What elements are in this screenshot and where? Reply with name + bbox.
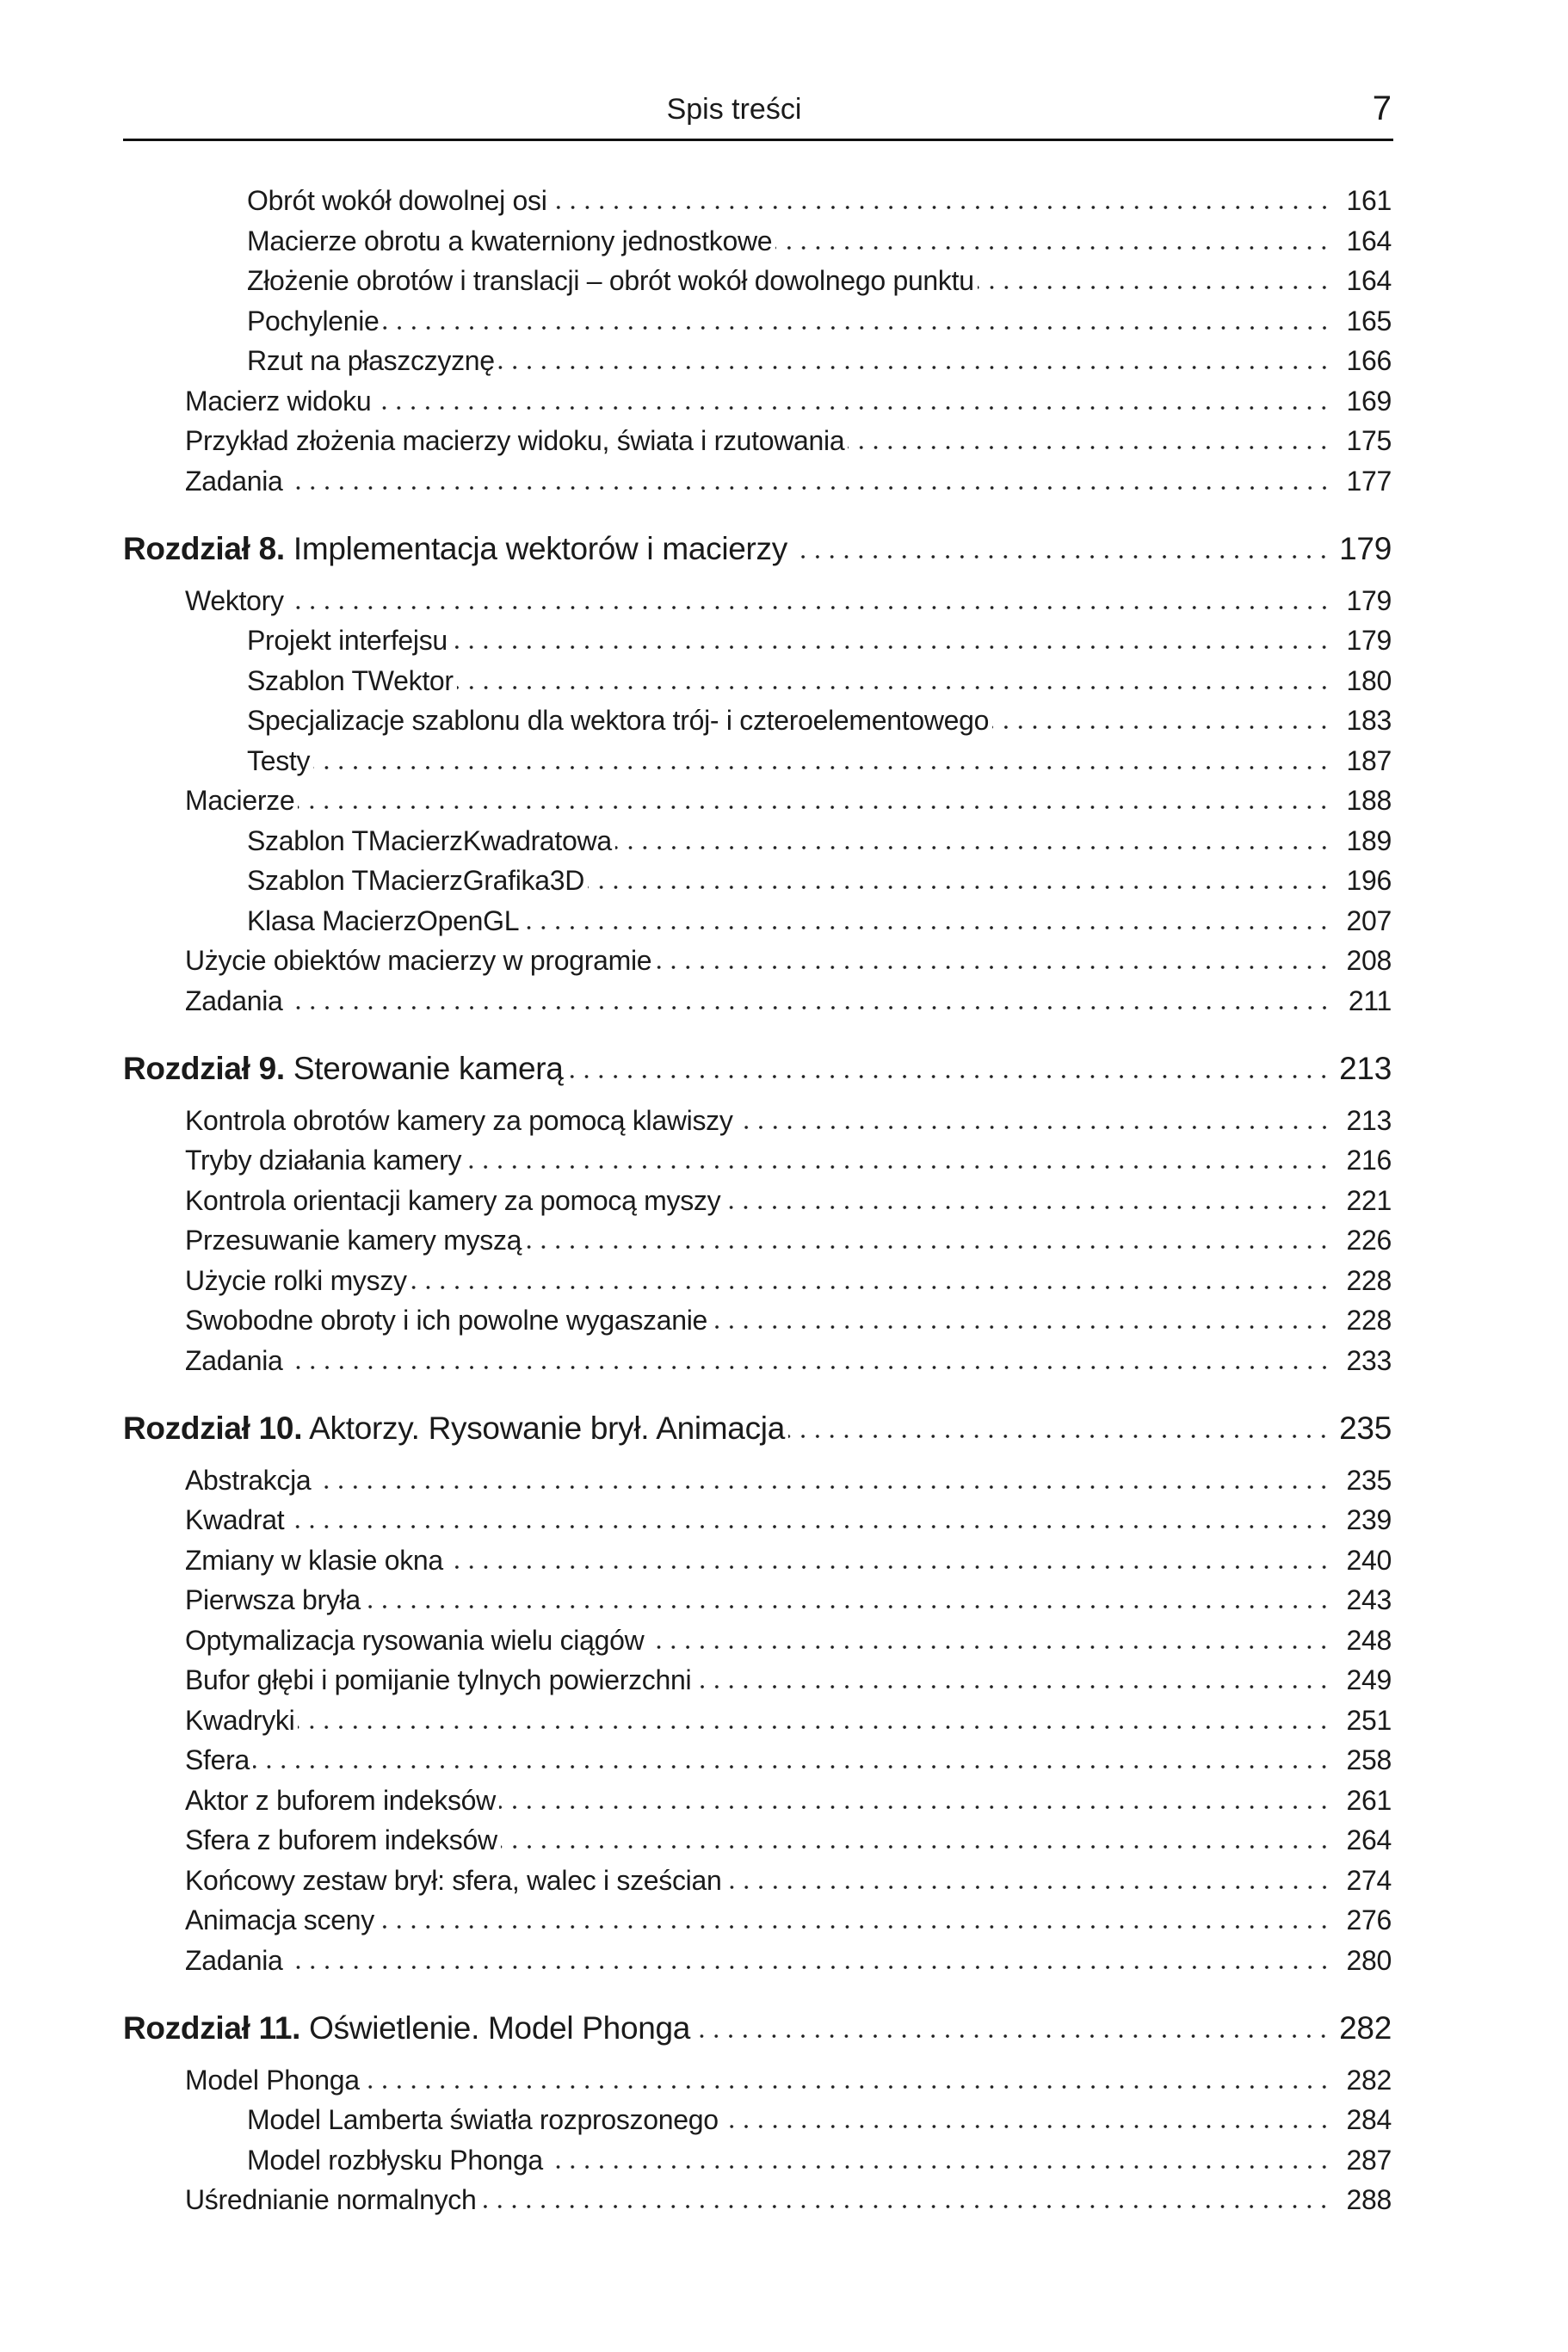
toc-entry-title: Aktor z buforem indeksów — [185, 1784, 496, 1816]
dot-leader — [655, 965, 1331, 970]
dot-leader — [287, 1524, 1331, 1529]
toc-entry — [123, 581, 1392, 621]
dot-leader — [314, 1485, 1331, 1490]
toc-page-number: 284 — [1346, 2104, 1392, 2135]
toc-entry-title: Zadania — [185, 465, 283, 497]
toc-entry-label — [185, 1660, 691, 1701]
chapter-number: Rozdział 8. — [123, 531, 285, 566]
toc-page-number: 169 — [1346, 385, 1392, 417]
toc-entry-label — [185, 1941, 283, 1981]
header-rule — [123, 139, 1393, 141]
toc-entry — [123, 781, 1392, 821]
dot-leader — [694, 2034, 1330, 2039]
toc-chapter-entry — [123, 528, 1392, 571]
toc-entry — [123, 1701, 1392, 1741]
dot-leader — [992, 725, 1331, 730]
toc-entry-label — [247, 821, 612, 861]
toc-entry-label — [123, 1047, 564, 1090]
toc-entry-label — [185, 1781, 496, 1821]
toc-entry-title: Bufor głębi i pomijanie tylnych powierzchni — [185, 1664, 692, 1695]
toc-page-number: 166 — [1346, 345, 1392, 376]
toc-entry-title: Zadania — [185, 1344, 283, 1376]
toc-entry-label — [247, 661, 454, 701]
toc-entry-title: Szablon TMacierzGrafika3D — [247, 865, 585, 896]
toc-page-number: 161 — [1346, 185, 1392, 216]
toc-entry-title: Sfera z buforem indeksów — [185, 1824, 497, 1855]
toc-page-number: 235 — [1339, 1411, 1392, 1446]
page-number: 7 — [1372, 90, 1392, 127]
toc-entry — [123, 941, 1392, 981]
toc-entry — [123, 1500, 1392, 1540]
dot-leader — [737, 1125, 1331, 1130]
toc-entry-title: Przykład złożenia macierzy widoku, świata i rzutowania — [185, 425, 845, 456]
chapter-number: Rozdział 11. — [123, 2010, 301, 2046]
toc-entry — [123, 821, 1392, 861]
toc-entry-label — [185, 1620, 644, 1661]
toc-page-number: 177 — [1346, 465, 1392, 497]
toc-entry — [123, 381, 1392, 422]
toc-entry — [123, 1941, 1392, 1981]
dot-leader — [788, 1434, 1330, 1439]
toc-entry — [123, 741, 1392, 781]
dot-leader — [479, 2204, 1331, 2209]
toc-page-number: 187 — [1346, 744, 1392, 776]
toc-page-number: 211 — [1348, 985, 1392, 1016]
toc-chapter-entry — [123, 2007, 1392, 2050]
toc-entry-title: Implementacja wektorów i macierzy — [293, 531, 787, 566]
dot-leader — [711, 1324, 1331, 1330]
toc-entry-title: Oświetlenie. Model Phonga — [309, 2010, 691, 2046]
toc-entry-title: Wektory — [185, 584, 284, 616]
toc-entry — [123, 261, 1392, 301]
toc-page-number: 196 — [1346, 865, 1392, 896]
toc-entry-title: Użycie obiektów macierzy w programie — [185, 945, 652, 976]
toc-entry — [123, 1781, 1392, 1821]
toc-entry-label — [185, 461, 283, 502]
toc-page-number: 228 — [1346, 1264, 1392, 1296]
toc-entry-label — [185, 381, 371, 422]
toc-entry-label — [247, 2140, 543, 2181]
toc-entry-title: Abstrakcja — [185, 1464, 312, 1496]
toc-entry-label — [185, 1341, 283, 1381]
toc-page-number: 207 — [1346, 904, 1392, 936]
toc-entry-label — [185, 421, 844, 461]
toc-page-number: 179 — [1346, 625, 1392, 656]
toc-entry-title: Zadania — [185, 985, 283, 1016]
toc-page-number: 216 — [1346, 1145, 1392, 1176]
toc-entry-title: Uśrednianie normalnych — [185, 2184, 477, 2215]
dot-leader — [615, 845, 1331, 850]
dot-leader — [378, 1924, 1331, 1929]
toc-entry-title: Złożenie obrotów i translacji – obrót wokół dowolnego punktu — [247, 265, 974, 296]
toc-entry-title: Kontrola orientacji kamery za pomocą myszy — [185, 1184, 721, 1216]
toc-page-number: 261 — [1346, 1784, 1392, 1816]
dot-leader — [694, 1684, 1331, 1689]
toc-entry-title: Optymalizacja rysowania wielu ciągów — [185, 1624, 645, 1656]
toc-page-number: 248 — [1346, 1624, 1392, 1656]
toc-entry-label — [123, 2007, 690, 2050]
dot-leader — [383, 325, 1331, 330]
toc-entry-title: Zadania — [185, 1944, 283, 1976]
toc-page-number: 221 — [1346, 1184, 1392, 1216]
toc-entry-title: Kontrola obrotów kamery za pomocą klawiszy — [185, 1104, 733, 1136]
toc-entry-title: Testy — [247, 744, 311, 776]
toc-page-number: 258 — [1346, 1744, 1392, 1775]
toc-page-number: 282 — [1339, 2010, 1392, 2046]
toc-entry — [123, 1900, 1392, 1941]
toc-entry — [123, 1101, 1392, 1141]
toc-entry-label — [185, 1140, 461, 1181]
dot-leader — [287, 1965, 1331, 1970]
toc-entry — [123, 181, 1392, 221]
toc-entry-title: Końcowy zestaw brył: sfera, walec i sześcian — [185, 1864, 722, 1896]
dot-leader — [775, 245, 1331, 250]
dot-leader — [791, 554, 1330, 559]
toc-page-number: 188 — [1346, 785, 1392, 816]
toc-entry-label — [185, 1580, 361, 1620]
toc-entry-title: Model Phonga — [185, 2064, 360, 2096]
toc-entry-title: Kwadrat — [185, 1504, 285, 1535]
dot-leader — [287, 605, 1331, 610]
toc-page-number: 208 — [1346, 945, 1392, 976]
dot-leader — [298, 1725, 1331, 1730]
toc-entry-label — [247, 620, 448, 661]
toc-entry — [123, 1820, 1392, 1861]
toc-entry-title: Model rozbłysku Phonga — [247, 2144, 543, 2176]
toc-entry-label — [185, 1181, 720, 1221]
toc-entry-title: Animacja sceny — [185, 1904, 374, 1935]
toc-entry-label — [185, 941, 651, 981]
toc-entry-title: Tryby działania kamery — [185, 1145, 462, 1176]
toc-entry-title: Aktorzy. Rysowanie brył. Animacja — [309, 1411, 785, 1446]
toc-page-number: 233 — [1346, 1344, 1392, 1376]
toc-entry-title: Projekt interfejsu — [247, 625, 448, 656]
toc-entry-label — [185, 1460, 311, 1501]
toc-entry — [123, 861, 1392, 901]
dot-leader — [848, 445, 1331, 450]
toc-page-number: 239 — [1346, 1504, 1392, 1535]
toc-entry — [123, 1261, 1392, 1301]
toc-entry-label — [185, 1261, 407, 1301]
toc-entry-label — [185, 1861, 722, 1901]
dot-leader — [253, 1764, 1331, 1769]
toc-page-number: 213 — [1346, 1104, 1392, 1136]
toc-page-number: 175 — [1346, 425, 1392, 456]
toc-entry-title: Rzut na płaszczyznę — [247, 345, 495, 376]
toc-entry-label — [247, 261, 974, 301]
toc-entry-label — [123, 528, 787, 571]
toc-entry-label — [185, 1500, 284, 1540]
dot-leader — [725, 1885, 1332, 1890]
toc-page-number: 251 — [1346, 1704, 1392, 1736]
toc-page-number: 228 — [1346, 1305, 1392, 1336]
toc-entry-label — [185, 1220, 522, 1261]
dot-leader — [499, 1805, 1331, 1810]
toc-entry — [123, 1740, 1392, 1781]
toc-entry-title: Model Lamberta światła rozproszonego — [247, 2104, 719, 2135]
toc-page-number: 164 — [1346, 265, 1392, 296]
toc-entry-label — [185, 1701, 294, 1741]
toc-page-number: 180 — [1346, 664, 1392, 696]
toc-entry — [123, 1181, 1392, 1221]
toc-page-number: 288 — [1346, 2184, 1392, 2215]
toc-entry-label — [185, 1820, 497, 1861]
toc-entry-title: Pierwsza bryła — [185, 1584, 361, 1615]
toc-entry — [123, 421, 1392, 461]
chapter-number: Rozdział 9. — [123, 1051, 285, 1086]
dot-leader — [287, 485, 1331, 491]
toc-entry — [123, 1220, 1392, 1261]
toc-entry — [123, 1140, 1392, 1181]
toc-entry-title: Macierze obrotu a kwaterniony jednostkowe — [247, 225, 773, 256]
toc-entry-title: Pochylenie — [247, 305, 380, 336]
dot-leader — [551, 205, 1331, 210]
toc-page-number: 235 — [1346, 1464, 1392, 1496]
dot-leader — [298, 805, 1331, 810]
toc-entry-title: Zmiany w klasie okna — [185, 1544, 443, 1576]
chapter-number: Rozdział 10. — [123, 1411, 303, 1446]
toc-page-number: 183 — [1346, 705, 1392, 736]
toc-entry-label — [247, 861, 584, 901]
toc-entry-label — [247, 341, 495, 381]
toc-entry — [123, 981, 1392, 1022]
toc-page-number: 280 — [1346, 1944, 1392, 1976]
toc-entry — [123, 2140, 1392, 2181]
toc-chapter-entry — [123, 1047, 1392, 1090]
toc-entry-label — [247, 221, 772, 262]
toc-entry — [123, 2180, 1392, 2220]
dot-leader — [567, 1074, 1331, 1079]
toc-entry-title: Przesuwanie kamery myszą — [185, 1225, 522, 1256]
toc-entry-label — [247, 181, 547, 221]
toc-entry — [123, 221, 1392, 262]
toc-entry-title: Obrót wokół dowolnej osi — [247, 185, 547, 216]
toc-entry-title: Szablon TMacierzKwadratowa — [247, 824, 612, 856]
toc-entry-label — [185, 1540, 443, 1581]
table-of-contents — [123, 181, 1392, 2220]
toc-entry-label — [185, 1101, 733, 1141]
dot-leader — [647, 1645, 1331, 1650]
toc-entry-title: Klasa MacierzOpenGL — [247, 904, 520, 936]
toc-entry-label — [185, 1300, 707, 1341]
toc-entry-label — [185, 2060, 360, 2101]
toc-entry-label — [247, 2100, 719, 2140]
toc-page-number: 226 — [1346, 1225, 1392, 1256]
toc-entry-title: Macierz widoku — [185, 385, 372, 417]
toc-entry — [123, 341, 1392, 381]
toc-entry — [123, 301, 1392, 342]
toc-page-number: 164 — [1346, 225, 1392, 256]
toc-entry — [123, 2100, 1392, 2140]
toc-page-number: 213 — [1339, 1051, 1392, 1086]
toc-chapter-entry — [123, 1407, 1392, 1450]
dot-leader — [588, 885, 1331, 890]
toc-entry — [123, 1620, 1392, 1661]
dot-leader — [501, 1844, 1331, 1849]
dot-leader — [313, 765, 1331, 770]
toc-entry — [123, 461, 1392, 502]
toc-entry-label — [185, 2180, 476, 2220]
toc-entry — [123, 1460, 1392, 1501]
toc-entry — [123, 661, 1392, 701]
dot-leader — [411, 1285, 1331, 1290]
toc-entry-label — [247, 701, 989, 741]
toc-entry-title: Specjalizacje szablonu dla wektora trój- i czteroelementowego — [247, 705, 990, 736]
toc-page-number: 282 — [1346, 2064, 1392, 2096]
dot-leader — [522, 925, 1331, 930]
dot-leader — [374, 405, 1331, 411]
dot-leader — [457, 685, 1331, 690]
dot-leader — [287, 1365, 1331, 1370]
toc-entry-title: Szablon TWektor — [247, 664, 454, 696]
toc-page-number: 287 — [1346, 2144, 1392, 2176]
dot-leader — [525, 1244, 1331, 1250]
toc-entry-title: Sfera — [185, 1744, 250, 1775]
dot-leader — [978, 285, 1331, 290]
toc-entry — [123, 1861, 1392, 1901]
toc-entry — [123, 2060, 1392, 2101]
toc-entry-label — [247, 301, 380, 342]
dot-leader — [363, 2084, 1331, 2090]
toc-entry-title: Sterowanie kamerą — [293, 1051, 564, 1086]
dot-leader — [447, 1565, 1331, 1570]
dot-leader — [724, 1205, 1331, 1210]
dot-leader — [546, 2164, 1331, 2170]
toc-entry-title: Macierze — [185, 785, 295, 816]
toc-page-number: 274 — [1346, 1864, 1392, 1896]
toc-entry-label — [185, 981, 283, 1022]
running-header-title: Spis treści — [666, 93, 802, 126]
toc-page-number: 165 — [1346, 305, 1392, 336]
dot-leader — [287, 1005, 1331, 1010]
toc-entry-label — [123, 1407, 785, 1450]
toc-page-number: 179 — [1346, 584, 1392, 616]
toc-entry — [123, 620, 1392, 661]
toc-page-number: 264 — [1346, 1824, 1392, 1855]
toc-page-number: 243 — [1346, 1584, 1392, 1615]
toc-entry-title: Kwadryki — [185, 1704, 295, 1736]
dot-leader — [451, 645, 1331, 650]
toc-entry — [123, 1341, 1392, 1381]
toc-entry — [123, 1300, 1392, 1341]
dot-leader — [465, 1164, 1331, 1170]
toc-entry-label — [185, 1900, 374, 1941]
toc-page-number: 276 — [1346, 1904, 1392, 1935]
toc-page-number: 240 — [1346, 1544, 1392, 1576]
dot-leader — [364, 1604, 1331, 1609]
toc-entry-label — [185, 1740, 250, 1781]
toc-page-number: 179 — [1339, 531, 1392, 566]
toc-entry — [123, 901, 1392, 941]
toc-entry-title: Swobodne obroty i ich powolne wygaszanie — [185, 1305, 708, 1336]
toc-entry — [123, 701, 1392, 741]
toc-entry-label — [185, 781, 294, 821]
dot-leader — [498, 365, 1331, 370]
dot-leader — [722, 2124, 1331, 2129]
toc-page-number: 249 — [1346, 1664, 1392, 1695]
toc-page-number: 189 — [1346, 824, 1392, 856]
toc-entry-title: Użycie rolki myszy — [185, 1264, 407, 1296]
toc-entry — [123, 1580, 1392, 1620]
toc-entry — [123, 1540, 1392, 1581]
toc-entry-label — [247, 741, 310, 781]
toc-entry-label — [247, 901, 519, 941]
toc-entry-label — [185, 581, 284, 621]
toc-entry — [123, 1660, 1392, 1701]
